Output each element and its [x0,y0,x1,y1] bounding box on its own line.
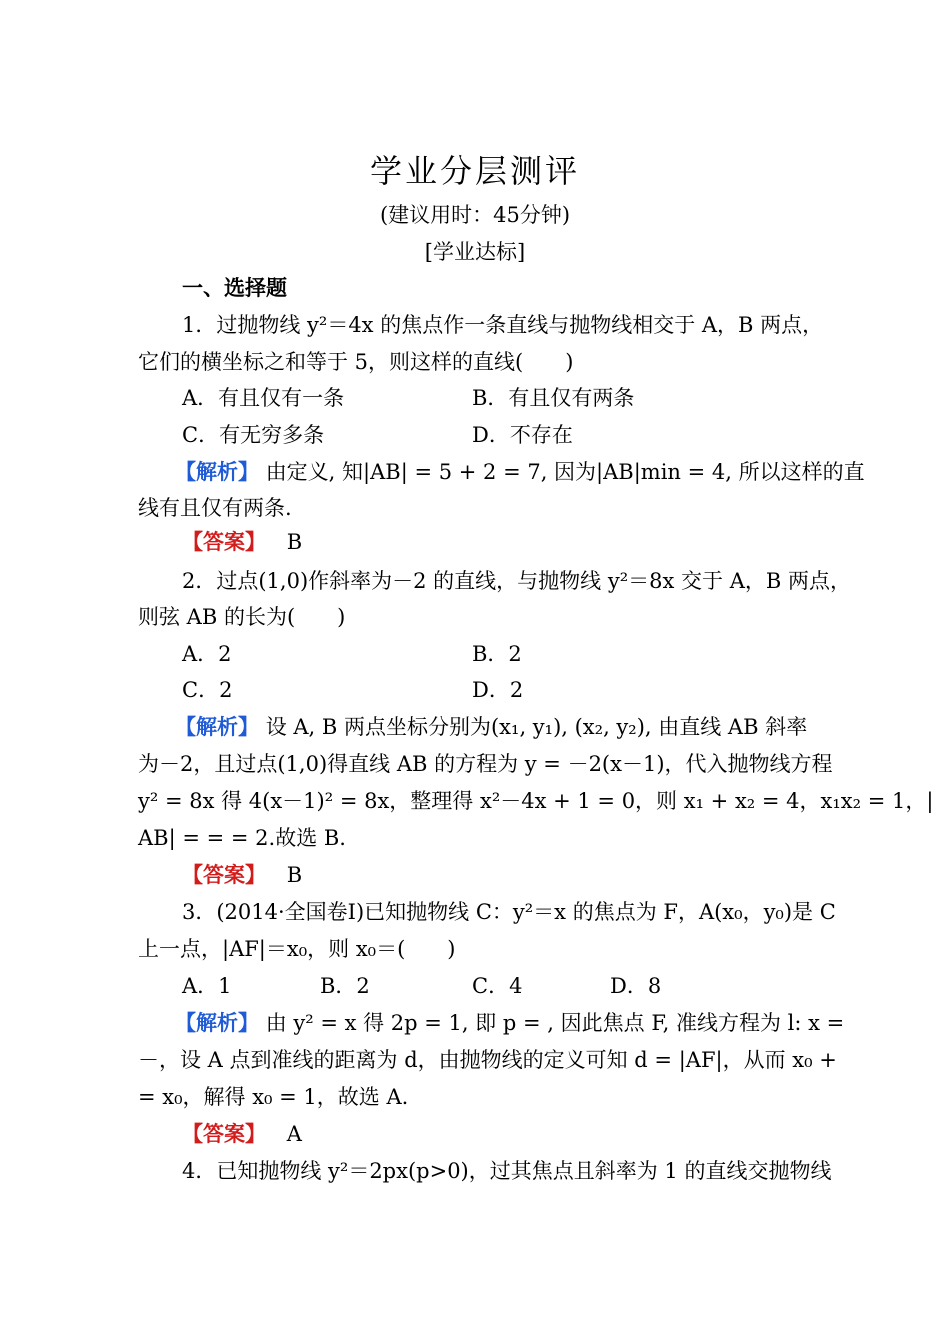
q3-option-b: B．2 [320,974,370,998]
q2-stem-line2: 则弦 AB 的长为( ) [138,605,346,629]
q2-answer [182,860,302,890]
q3-analysis-text: 由 y² = x 得 2p = 1, 即 p = , 因此焦点 F, 准线方程为 l: x = [265,1011,845,1035]
q2-stem-line1: 2．过点(1,0)作斜率为－2 的直线，与抛物线 y²＝8x 交于 A，B 两点， [182,569,851,593]
q2-analysis-line3: y² = 8x 得 4(x－1)² = 8x，整理得 x²－4x + 1 = 0，则 x₁ + x₂ = 4，x₁x₂ = 1，| [138,789,934,813]
q3-option-d: D．8 [610,974,662,998]
q2-option-d: D．2 [472,678,524,702]
q1-analysis-line1 [175,457,865,487]
q2-analysis-line1 [175,712,807,742]
q1-option-a: A．有且仅有一条 [182,386,345,410]
q3-stem-line2: 上一点，|AF|＝x₀，则 x₀＝( ) [138,937,456,961]
q3-answer [182,1119,302,1149]
answer-tag: 【答案】 [182,862,266,887]
q3-analysis-line1 [175,1008,844,1038]
q1-stem-line1: 1．过抛物线 y²＝4x 的焦点作一条直线与抛物线相交于 A，B 两点， [182,313,824,337]
answer-tag: 【答案】 [182,1121,266,1146]
q3-option-c: C．4 [472,974,523,998]
q2-analysis-text: 设 A, B 两点坐标分别为(x₁, y₁), (x₂, y₂), 由直线 AB 斜率 [265,715,808,739]
q1-option-d: D．不存在 [472,423,573,447]
section-label: [学业达标] [424,240,526,264]
answer-tag: 【答案】 [182,529,266,554]
q1-answer-value: B [286,530,303,554]
q3-stem-line1: 3．(2014·全国卷Ⅰ)已知抛物线 C：y²＝x 的焦点为 F，A(x₀，y₀)是 C [182,900,836,924]
page-title: 学业分层测评 [369,152,580,190]
analysis-tag: 【解析】 [175,459,259,484]
q2-answer-value: B [286,863,303,887]
q1-option-b: B．有且仅有两条 [472,386,635,410]
analysis-tag: 【解析】 [175,1010,259,1035]
q1-answer [182,527,302,557]
q2-option-a: A．2 [182,642,232,666]
q2-option-b: B．2 [472,642,522,666]
q2-analysis-line2: 为－2，且过点(1,0)得直线 AB 的方程为 y = －2(x－1)，代入抛物线方程 [138,752,833,776]
q3-analysis-line2: －，设 A 点到准线的距离为 d，由抛物线的定义可知 d = |AF|，从而 x₀ + [138,1048,837,1072]
q3-analysis-line3: = x₀，解得 x₀ = 1，故选 A. [138,1085,409,1109]
q1-analysis-text: 由定义, 知|AB| = 5 + 2 = 7, 因为|AB|min = 4, 所以这样的直 [265,460,865,484]
q1-stem-line2: 它们的横坐标之和等于 5，则这样的直线( ) [138,350,574,374]
q1-analysis-line2: 线有且仅有两条. [138,496,292,520]
q4-stem-line1: 4．已知抛物线 y²＝2px(p>0)，过其焦点且斜率为 1 的直线交抛物线 [182,1159,832,1183]
time-hint: (建议用时：45分钟) [379,203,571,227]
q1-option-c: C．有无穷多条 [182,423,325,447]
q2-analysis-line4: AB| = = = 2.故选 B. [138,826,346,850]
q3-option-a: A．1 [182,974,232,998]
section-heading: 一、选择题 [182,275,287,300]
q2-option-c: C．2 [182,678,233,702]
analysis-tag: 【解析】 [175,714,259,739]
q3-answer-value: A [286,1122,302,1146]
